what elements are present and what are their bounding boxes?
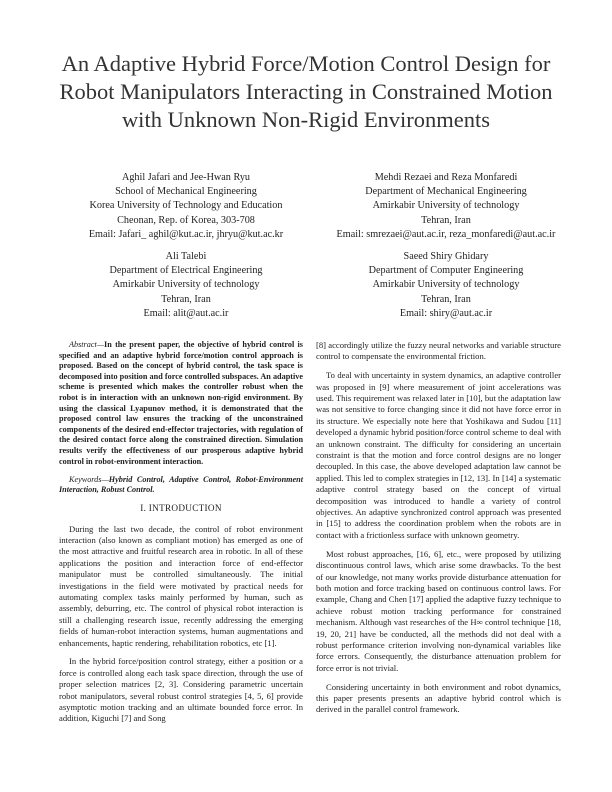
author-location: Tehran, Iran bbox=[421, 214, 471, 226]
author-names: Mehdi Rezaei and Reza Monfaredi bbox=[374, 172, 518, 183]
author-department: Department of Mechanical Engineering bbox=[365, 186, 527, 198]
author-organization: Korea University of Technology and Education bbox=[89, 200, 283, 212]
keywords-text: Hybrid Control, Adaptive Control, Robot-Environment Interaction, Robust Control. bbox=[59, 474, 303, 495]
keywords bbox=[59, 475, 303, 496]
author-location: Cheonan, Rep. of Korea, 303-708 bbox=[117, 214, 255, 226]
body-paragraph: Most robust approaches, [16, 6], etc., were proposed by utilizing discontinuous control laws, which arise some drawbacks. To the best of our knowledge, not many works provide disturbance attenuation for both motion and force tracking based on continuous control laws. For example, Chang and Chen [17] applied the adaptive fuzzy technique to achieve robust motion tracking performance for constrained mechanism. Although vast researches of the H∞ control technique [18, 19, 20, 21] have be conducted, all the methods did not deal with a robust performance criterion involving non-dynamical variables like force errors. Consequently, the disturbance attenuation problem for force error is not trivial. bbox=[316, 548, 561, 673]
right-column bbox=[316, 340, 561, 723]
paper-title: An Adaptive Hybrid Force/Motion Control Design for Robot Manipulators Interacting in Constrained Motion with Unknown Non-Rigid Environments bbox=[59, 51, 553, 132]
author-block-2 bbox=[316, 171, 576, 242]
abstract-text: In the present paper, the objective of hybrid control is specified and an adaptive hybrid force/motion control approach is proposed. Based on the concept of hybrid control, the task space is decomposed into position and force controlled subspaces. An adaptive scheme is presented which makes the controller robust when the robot is in interaction with an unknown non-rigid environment. By using the classical Lyapunov method, it is demonstrated that the proposed control law ensures the tracking of the unconstrained components of the desired end-effector trajectories, with regulation of the desired contact force along the constrained direction. Simulation results verify the effectiveness of our prosperous adaptive hybrid control in robot-environment interaction. bbox=[59, 340, 303, 466]
author-email: Email: smrezaei@aut.ac.ir, reza_monfaredi@aut.ac.ir bbox=[336, 228, 556, 240]
author-department: School of Mechanical Engineering bbox=[115, 186, 257, 198]
author-organization: Amirkabir University of technology bbox=[372, 279, 520, 291]
author-names: Ali Talebi bbox=[165, 251, 207, 262]
body-paragraph: In the hybrid force/position control strategy, either a position or a force is controlled along each task space direction, through the use of proper selection matrices [2, 3]. Considering parametric uncertain robot manipulators, several robust control strategies [4, 5, 6] provide asymptotic motion tracking and an ultimate bounded force error. In addition, Kiguchi [7] and Song bbox=[59, 656, 303, 724]
author-email: Email: alit@aut.ac.ir bbox=[143, 307, 229, 319]
author-email: Email: Jafari_ aghil@kut.ac.ir, jhryu@kut.ac.kr bbox=[88, 228, 284, 240]
section-heading: I. INTRODUCTION bbox=[140, 503, 222, 514]
body-paragraph: To deal with uncertainty in system dynamics, an adaptive controller was proposed in [9] where measurement of joint accelerations was used. This requirement was relaxed later in [10], but the adaptation law was not sensitive to force changing since it did not have force error in its structure. We especially note here that Yoshikawa and Sudou [11] developed a dynamic hybrid position/force control scheme to deal with an unknown constraint. The difficulty for considering an uncertain constraint is that the motion and force control designs are no longer decoupled. In this case, the above developed adaptation law cannot be applied. This led to complex strategies in [12, 13]. In [14] a systematic adaptive control strategy based on the concept of virtual decomposition was introduced to handle a variety of control objectives. An adaptive synchronized control approach was presented in [15] to address the coordination problem when the robots are in contact with a frictionless surface with unknown geometry. bbox=[316, 370, 561, 540]
left-column bbox=[59, 340, 303, 732]
abstract-lead: Abstract— bbox=[69, 340, 105, 349]
author-location: Tehran, Iran bbox=[161, 293, 211, 305]
body-paragraph: [8] accordingly utilize the fuzzy neural networks and variable structure control to compensate the environmental friction. bbox=[316, 340, 561, 362]
author-email: Email: shiry@aut.ac.ir bbox=[399, 307, 493, 319]
author-names: Aghil Jafari and Jee-Hwan Ryu bbox=[121, 172, 251, 183]
author-department: Department of Electrical Engineering bbox=[109, 265, 263, 277]
keywords-lead: Keywords— bbox=[69, 474, 109, 484]
abstract bbox=[59, 340, 303, 467]
body-paragraph: During the last two decade, the control of robot environment interaction (also known as compliant motion) has emerged as one of the most attractive and fruitful research area in robotic. In all of these applications the position and interaction force of end-effector manipulator must be controlled simultaneously. The initial investigations in the field were motivated by practical needs for automating complex tasks mainly performed by human, such as assembly, deburring, etc. The control of physical robot interaction is still a challenging research issue, recently addressing the emerging fields of human-robot interaction systems, human augmentations and enhancements, haptic rendering, rehabilitation robotics, etc [1]. bbox=[59, 523, 303, 648]
author-department: Department of Computer Engineering bbox=[368, 265, 524, 277]
author-block-3 bbox=[60, 250, 312, 321]
body-paragraph: Considering uncertainty in both environment and robot dynamics, this paper presents presents an adaptive hybrid control which is derived in the parallel control framework. bbox=[316, 681, 561, 715]
author-block-1 bbox=[60, 171, 312, 242]
author-location: Tehran, Iran bbox=[421, 293, 471, 305]
author-organization: Amirkabir University of technology bbox=[112, 279, 260, 291]
author-organization: Amirkabir University of technology bbox=[372, 200, 520, 212]
author-block-4 bbox=[316, 250, 576, 321]
author-names: Saeed Shiry Ghidary bbox=[403, 251, 489, 262]
